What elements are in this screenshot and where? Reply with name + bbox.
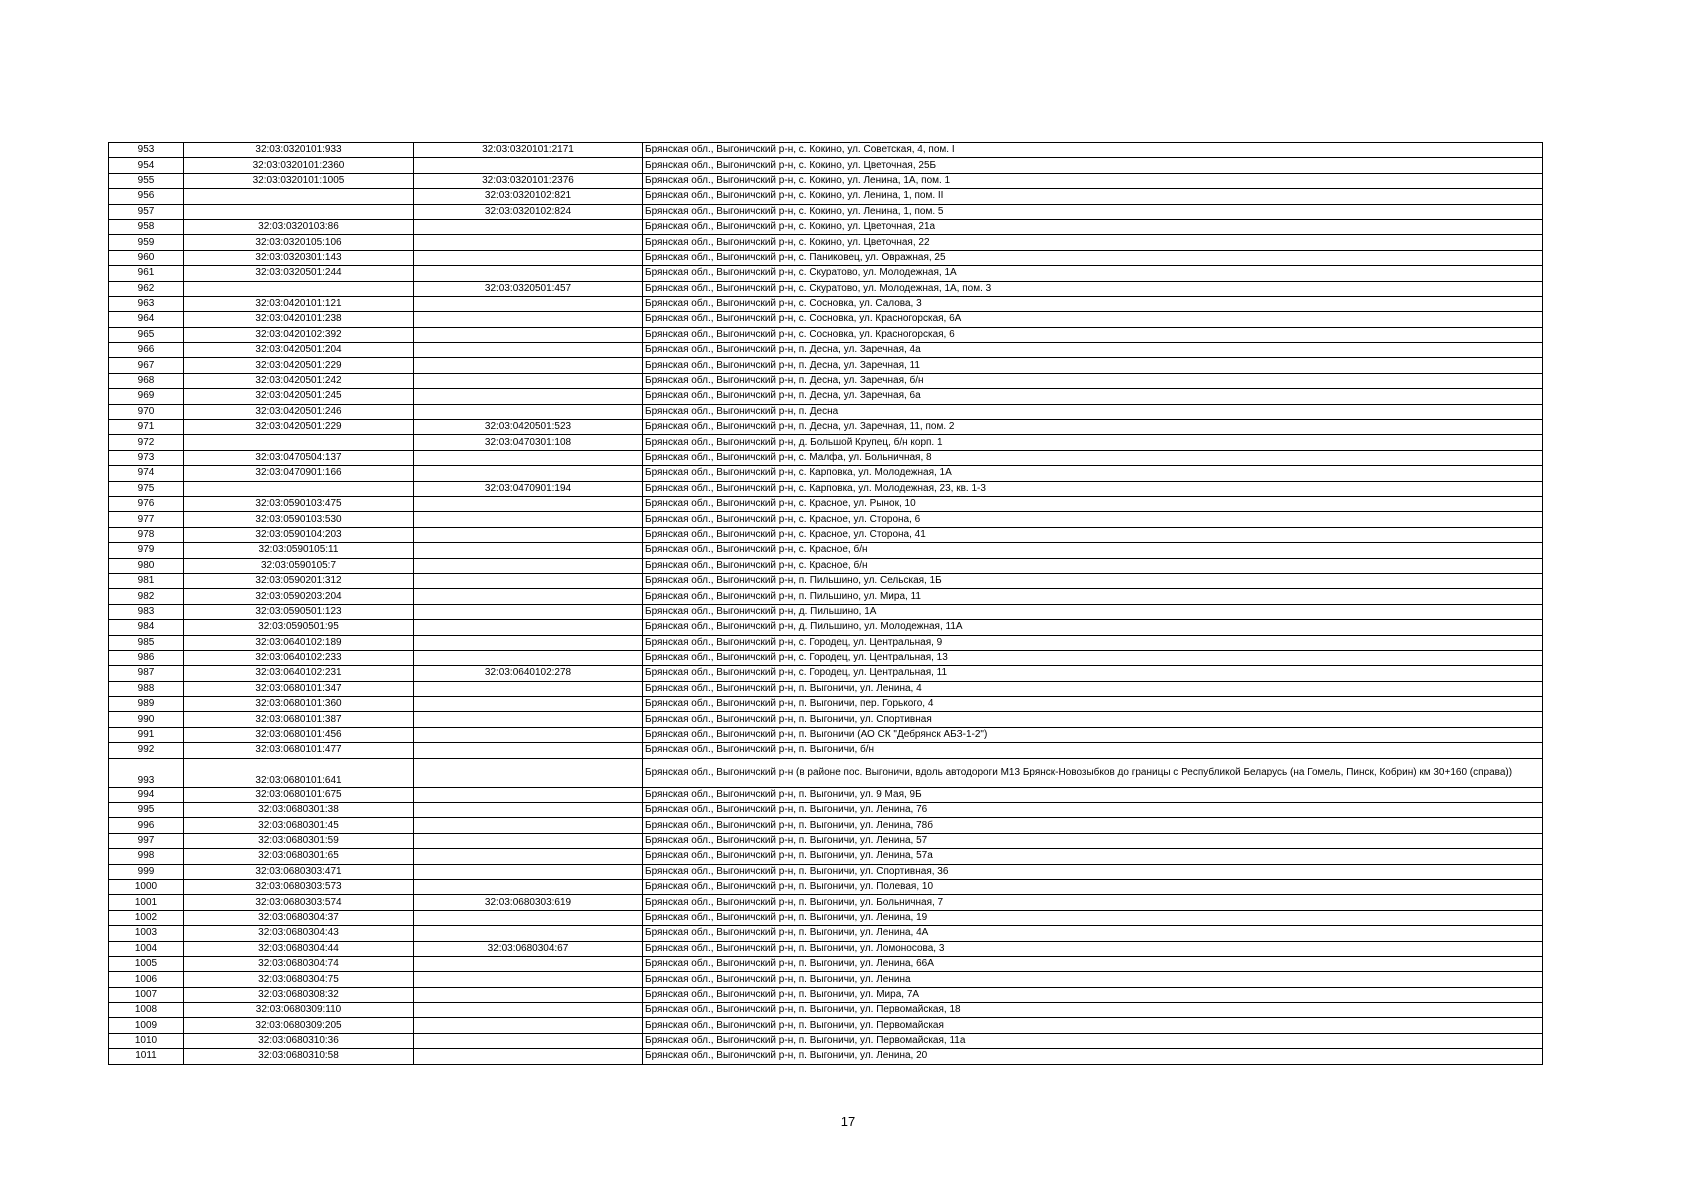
cadastral-number-cell: 32:03:0420101:238 xyxy=(184,312,414,327)
address-cell: Брянская обл., Выгоничский р-н, с. Карповка, ул. Молодежная, 1А xyxy=(643,466,1543,481)
related-cadastral-number-cell: 32:03:0640102:278 xyxy=(414,666,643,681)
page-number: 17 xyxy=(840,1114,856,1129)
cadastral-number-cell: 32:03:0590501:95 xyxy=(184,620,414,635)
table-row xyxy=(109,803,1543,818)
address-cell: Брянская обл., Выгоничский р-н, с. Кокино, ул. Цветочная, 21а xyxy=(643,219,1543,234)
cadastral-number-cell: 32:03:0680101:347 xyxy=(184,681,414,696)
address-cell: Брянская обл., Выгоничский р-н, п. Выгоничи, ул. Первомайская, 18 xyxy=(643,1003,1543,1018)
cadastral-number-cell: 32:03:0320501:244 xyxy=(184,266,414,281)
cadastral-number-cell xyxy=(184,204,414,219)
address-cell: Брянская обл., Выгоничский р-н, с. Красное, ул. Рынок, 10 xyxy=(643,496,1543,511)
related-cadastral-number-cell xyxy=(414,158,643,173)
address-cell: Брянская обл., Выгоничский р-н, с. Скуратово, ул. Молодежная, 1А, пом. 3 xyxy=(643,281,1543,296)
row-number-cell: 1003 xyxy=(109,926,184,941)
cadastral-number-cell: 32:03:0680301:45 xyxy=(184,818,414,833)
address-cell: Брянская обл., Выгоничский р-н, п. Десна, ул. Заречная, 6а xyxy=(643,389,1543,404)
table-row xyxy=(109,558,1543,573)
address-cell: Брянская обл., Выгоничский р-н, с. Кокино, ул. Цветочная, 22 xyxy=(643,235,1543,250)
related-cadastral-number-cell xyxy=(414,620,643,635)
related-cadastral-number-cell xyxy=(414,312,643,327)
address-cell: Брянская обл., Выгоничский р-н, п. Выгоничи, ул. Ломоносова, 3 xyxy=(643,941,1543,956)
row-number-cell: 968 xyxy=(109,373,184,388)
related-cadastral-number-cell xyxy=(414,358,643,373)
address-cell: Брянская обл., Выгоничский р-н, с. Кокино, ул. Советская, 4, пом. I xyxy=(643,143,1543,158)
row-number-cell: 1006 xyxy=(109,972,184,987)
row-number-cell: 964 xyxy=(109,312,184,327)
related-cadastral-number-cell xyxy=(414,573,643,588)
cadastral-number-cell: 32:03:0680308:32 xyxy=(184,987,414,1002)
table-row xyxy=(109,543,1543,558)
related-cadastral-number-cell xyxy=(414,558,643,573)
table-row xyxy=(109,1003,1543,1018)
related-cadastral-number-cell xyxy=(414,849,643,864)
address-cell: Брянская обл., Выгоничский р-н, п. Десна, ул. Заречная, 11, пом. 2 xyxy=(643,420,1543,435)
row-number-cell: 953 xyxy=(109,143,184,158)
table-row xyxy=(109,1033,1543,1048)
row-number-cell: 970 xyxy=(109,404,184,419)
row-number-cell: 957 xyxy=(109,204,184,219)
row-number-cell: 1005 xyxy=(109,956,184,971)
property-registry-table xyxy=(108,142,1543,1065)
related-cadastral-number-cell xyxy=(414,512,643,527)
row-number-cell: 963 xyxy=(109,296,184,311)
related-cadastral-number-cell xyxy=(414,327,643,342)
address-cell: Брянская обл., Выгоничский р-н, п. Выгоничи, ул. Ленина, 57а xyxy=(643,849,1543,864)
registry-body xyxy=(109,143,1543,1065)
table-row xyxy=(109,864,1543,879)
row-number-cell: 990 xyxy=(109,712,184,727)
row-number-cell: 973 xyxy=(109,450,184,465)
table-row xyxy=(109,743,1543,758)
row-number-cell: 958 xyxy=(109,219,184,234)
related-cadastral-number-cell xyxy=(414,758,643,787)
table-row xyxy=(109,697,1543,712)
cadastral-number-cell: 32:03:0680101:675 xyxy=(184,787,414,802)
table-row xyxy=(109,435,1543,450)
related-cadastral-number-cell xyxy=(414,1018,643,1033)
related-cadastral-number-cell xyxy=(414,697,643,712)
cadastral-number-cell: 32:03:0680303:573 xyxy=(184,879,414,894)
table-row xyxy=(109,189,1543,204)
cadastral-number-cell: 32:03:0680101:360 xyxy=(184,697,414,712)
address-cell: Брянская обл., Выгоничский р-н, с. Городец, ул. Центральная, 11 xyxy=(643,666,1543,681)
row-number-cell: 1009 xyxy=(109,1018,184,1033)
row-number-cell: 999 xyxy=(109,864,184,879)
address-cell: Брянская обл., Выгоничский р-н, п. Выгоничи, ул. Ленина, 19 xyxy=(643,910,1543,925)
cadastral-number-cell xyxy=(184,481,414,496)
cadastral-number-cell: 32:03:0680101:477 xyxy=(184,743,414,758)
address-cell: Брянская обл., Выгоничский р-н, п. Десна, ул. Заречная, 11 xyxy=(643,358,1543,373)
related-cadastral-number-cell xyxy=(414,1033,643,1048)
related-cadastral-number-cell xyxy=(414,833,643,848)
address-cell: Брянская обл., Выгоничский р-н, п. Выгоничи, ул. Ленина, 78б xyxy=(643,818,1543,833)
cadastral-number-cell: 32:03:0680304:74 xyxy=(184,956,414,971)
address-cell: Брянская обл., Выгоничский р-н, п. Выгоничи, ул. Спортивная xyxy=(643,712,1543,727)
row-number-cell: 1000 xyxy=(109,879,184,894)
cadastral-number-cell: 32:03:0420501:204 xyxy=(184,343,414,358)
address-cell: Брянская обл., Выгоничский р-н, п. Выгоничи, ул. Полевая, 10 xyxy=(643,879,1543,894)
address-cell: Брянская обл., Выгоничский р-н, с. Паниковец, ул. Овражная, 25 xyxy=(643,250,1543,265)
related-cadastral-number-cell xyxy=(414,910,643,925)
address-cell: Брянская обл., Выгоничский р-н, п. Выгоничи, ул. Ленина, 66А xyxy=(643,956,1543,971)
address-cell: Брянская обл., Выгоничский р-н, с. Карповка, ул. Молодежная, 23, кв. 1-3 xyxy=(643,481,1543,496)
table-row xyxy=(109,758,1543,787)
address-cell: Брянская обл., Выгоничский р-н, с. Сосновка, ул. Красногорская, 6А xyxy=(643,312,1543,327)
row-number-cell: 978 xyxy=(109,527,184,542)
cadastral-number-cell: 32:03:0680309:205 xyxy=(184,1018,414,1033)
related-cadastral-number-cell: 32:03:0680303:619 xyxy=(414,895,643,910)
related-cadastral-number-cell xyxy=(414,987,643,1002)
related-cadastral-number-cell xyxy=(414,712,643,727)
row-number-cell: 965 xyxy=(109,327,184,342)
cadastral-number-cell: 32:03:0590104:203 xyxy=(184,527,414,542)
address-cell: Брянская обл., Выгоничский р-н, п. Выгоничи, ул. Ленина, 4А xyxy=(643,926,1543,941)
address-cell: Брянская обл., Выгоничский р-н, д. Пильшино, ул. Молодежная, 11А xyxy=(643,620,1543,635)
cadastral-number-cell: 32:03:0680304:37 xyxy=(184,910,414,925)
cadastral-number-cell: 32:03:0680101:387 xyxy=(184,712,414,727)
table-row xyxy=(109,327,1543,342)
table-row xyxy=(109,941,1543,956)
related-cadastral-number-cell: 32:03:0470901:194 xyxy=(414,481,643,496)
related-cadastral-number-cell xyxy=(414,972,643,987)
related-cadastral-number-cell: 32:03:0320501:457 xyxy=(414,281,643,296)
cadastral-number-cell: 32:03:0640102:189 xyxy=(184,635,414,650)
table-row xyxy=(109,496,1543,511)
address-cell: Брянская обл., Выгоничский р-н, с. Городец, ул. Центральная, 9 xyxy=(643,635,1543,650)
address-cell: Брянская обл., Выгоничский р-н, п. Выгоничи, ул. Первомайская xyxy=(643,1018,1543,1033)
row-number-cell: 1002 xyxy=(109,910,184,925)
row-number-cell: 977 xyxy=(109,512,184,527)
address-cell: Брянская обл., Выгоничский р-н, п. Выгоничи, пер. Горького, 4 xyxy=(643,697,1543,712)
table-row xyxy=(109,926,1543,941)
table-row xyxy=(109,296,1543,311)
related-cadastral-number-cell xyxy=(414,250,643,265)
row-number-cell: 971 xyxy=(109,420,184,435)
related-cadastral-number-cell xyxy=(414,864,643,879)
table-row xyxy=(109,787,1543,802)
address-cell: Брянская обл., Выгоничский р-н, с. Красное, ул. Сторона, 41 xyxy=(643,527,1543,542)
cadastral-number-cell: 32:03:0590203:204 xyxy=(184,589,414,604)
row-number-cell: 1007 xyxy=(109,987,184,1002)
cadastral-number-cell: 32:03:0680304:44 xyxy=(184,941,414,956)
cadastral-number-cell: 32:03:0420501:229 xyxy=(184,420,414,435)
cadastral-number-cell: 32:03:0680301:38 xyxy=(184,803,414,818)
cadastral-number-cell: 32:03:0680304:75 xyxy=(184,972,414,987)
table-row xyxy=(109,1049,1543,1064)
address-cell: Брянская обл., Выгоничский р-н, п. Выгоничи, ул. Ленина, 76 xyxy=(643,803,1543,818)
related-cadastral-number-cell xyxy=(414,404,643,419)
table-row xyxy=(109,235,1543,250)
row-number-cell: 998 xyxy=(109,849,184,864)
table-row xyxy=(109,173,1543,188)
cadastral-number-cell: 32:03:0680310:36 xyxy=(184,1033,414,1048)
cadastral-number-cell: 32:03:0680301:65 xyxy=(184,849,414,864)
table-row xyxy=(109,635,1543,650)
cadastral-number-cell: 32:03:0590201:312 xyxy=(184,573,414,588)
address-cell: Брянская обл., Выгоничский р-н, д. Пильшино, 1А xyxy=(643,604,1543,619)
related-cadastral-number-cell xyxy=(414,266,643,281)
table-row xyxy=(109,818,1543,833)
related-cadastral-number-cell: 32:03:0680304:67 xyxy=(414,941,643,956)
row-number-cell: 993 xyxy=(109,758,184,787)
cadastral-number-cell: 32:03:0320101:1005 xyxy=(184,173,414,188)
row-number-cell: 959 xyxy=(109,235,184,250)
address-cell: Брянская обл., Выгоничский р-н, п. Пильшино, ул. Сельская, 1Б xyxy=(643,573,1543,588)
cadastral-number-cell xyxy=(184,189,414,204)
row-number-cell: 991 xyxy=(109,727,184,742)
related-cadastral-number-cell xyxy=(414,787,643,802)
related-cadastral-number-cell xyxy=(414,635,643,650)
related-cadastral-number-cell xyxy=(414,681,643,696)
address-cell: Брянская обл., Выгоничский р-н, п. Десна, ул. Заречная, 4а xyxy=(643,343,1543,358)
row-number-cell: 986 xyxy=(109,650,184,665)
table-row xyxy=(109,358,1543,373)
address-cell: Брянская обл., Выгоничский р-н, п. Выгоничи, ул. Ленина xyxy=(643,972,1543,987)
row-number-cell: 980 xyxy=(109,558,184,573)
related-cadastral-number-cell: 32:03:0470301:108 xyxy=(414,435,643,450)
address-cell: Брянская обл., Выгоничский р-н (в районе пос. Выгоничи, вдоль автодороги М13 Брянск-Новозыбков до границы с Республикой Беларусь (на Гомель, Пинск, Кобрин) км 30+160 (справа)) xyxy=(643,758,1543,787)
table-row xyxy=(109,650,1543,665)
row-number-cell: 961 xyxy=(109,266,184,281)
table-row xyxy=(109,250,1543,265)
table-row xyxy=(109,266,1543,281)
table-row xyxy=(109,1018,1543,1033)
row-number-cell: 988 xyxy=(109,681,184,696)
related-cadastral-number-cell: 32:03:0320102:824 xyxy=(414,204,643,219)
related-cadastral-number-cell xyxy=(414,543,643,558)
table-row xyxy=(109,512,1543,527)
address-cell: Брянская обл., Выгоничский р-н, с. Кокино, ул. Ленина, 1А, пом. 1 xyxy=(643,173,1543,188)
related-cadastral-number-cell xyxy=(414,727,643,742)
cadastral-number-cell: 32:03:0640102:233 xyxy=(184,650,414,665)
row-number-cell: 995 xyxy=(109,803,184,818)
address-cell: Брянская обл., Выгоничский р-н, п. Десна xyxy=(643,404,1543,419)
related-cadastral-number-cell xyxy=(414,450,643,465)
related-cadastral-number-cell xyxy=(414,235,643,250)
related-cadastral-number-cell: 32:03:0320101:2171 xyxy=(414,143,643,158)
address-cell: Брянская обл., Выгоничский р-н, с. Кокино, ул. Ленина, 1, пом. 5 xyxy=(643,204,1543,219)
row-number-cell: 983 xyxy=(109,604,184,619)
row-number-cell: 955 xyxy=(109,173,184,188)
related-cadastral-number-cell xyxy=(414,296,643,311)
cadastral-number-cell: 32:03:0420102:392 xyxy=(184,327,414,342)
related-cadastral-number-cell xyxy=(414,527,643,542)
table-row xyxy=(109,681,1543,696)
row-number-cell: 985 xyxy=(109,635,184,650)
row-number-cell: 954 xyxy=(109,158,184,173)
address-cell: Брянская обл., Выгоничский р-н, п. Выгоничи, ул. Ленина, 57 xyxy=(643,833,1543,848)
cadastral-number-cell: 32:03:0680310:58 xyxy=(184,1049,414,1064)
address-cell: Брянская обл., Выгоничский р-н, п. Выгоничи, ул. Больничная, 7 xyxy=(643,895,1543,910)
cadastral-number-cell: 32:03:0420501:229 xyxy=(184,358,414,373)
table-row xyxy=(109,589,1543,604)
row-number-cell: 975 xyxy=(109,481,184,496)
address-cell: Брянская обл., Выгоничский р-н, п. Выгоничи (АО СК "Дебрянск АБЗ-1-2") xyxy=(643,727,1543,742)
table-row xyxy=(109,343,1543,358)
cadastral-number-cell: 32:03:0680101:641 xyxy=(184,758,414,787)
cadastral-number-cell: 32:03:0320101:933 xyxy=(184,143,414,158)
row-number-cell: 976 xyxy=(109,496,184,511)
cadastral-number-cell: 32:03:0590105:7 xyxy=(184,558,414,573)
row-number-cell: 994 xyxy=(109,787,184,802)
cadastral-number-cell: 32:03:0590501:123 xyxy=(184,604,414,619)
row-number-cell: 972 xyxy=(109,435,184,450)
address-cell: Брянская обл., Выгоничский р-н, п. Пильшино, ул. Мира, 11 xyxy=(643,589,1543,604)
address-cell: Брянская обл., Выгоничский р-н, с. Городец, ул. Центральная, 13 xyxy=(643,650,1543,665)
table-row xyxy=(109,420,1543,435)
cadastral-number-cell: 32:03:0590105:11 xyxy=(184,543,414,558)
table-row xyxy=(109,312,1543,327)
table-row xyxy=(109,833,1543,848)
address-cell: Брянская обл., Выгоничский р-н, с. Кокино, ул. Ленина, 1, пом. II xyxy=(643,189,1543,204)
address-cell: Брянская обл., Выгоничский р-н, п. Выгоничи, ул. Мира, 7А xyxy=(643,987,1543,1002)
row-number-cell: 989 xyxy=(109,697,184,712)
table-row xyxy=(109,573,1543,588)
cadastral-number-cell: 32:03:0470504:137 xyxy=(184,450,414,465)
table-row xyxy=(109,389,1543,404)
address-cell: Брянская обл., Выгоничский р-н, с. Кокино, ул. Цветочная, 25Б xyxy=(643,158,1543,173)
table-row xyxy=(109,450,1543,465)
table-row xyxy=(109,712,1543,727)
row-number-cell: 984 xyxy=(109,620,184,635)
row-number-cell: 979 xyxy=(109,543,184,558)
address-cell: Брянская обл., Выгоничский р-н, п. Выгоничи, ул. Ленина, 4 xyxy=(643,681,1543,696)
row-number-cell: 981 xyxy=(109,573,184,588)
related-cadastral-number-cell: 32:03:0320101:2376 xyxy=(414,173,643,188)
cadastral-number-cell: 32:03:0680303:574 xyxy=(184,895,414,910)
related-cadastral-number-cell xyxy=(414,803,643,818)
row-number-cell: 1011 xyxy=(109,1049,184,1064)
cadastral-number-cell: 32:03:0680301:59 xyxy=(184,833,414,848)
table-row xyxy=(109,219,1543,234)
related-cadastral-number-cell: 32:03:0320102:821 xyxy=(414,189,643,204)
cadastral-number-cell: 32:03:0680304:43 xyxy=(184,926,414,941)
table-row xyxy=(109,849,1543,864)
related-cadastral-number-cell xyxy=(414,373,643,388)
related-cadastral-number-cell xyxy=(414,1003,643,1018)
related-cadastral-number-cell xyxy=(414,926,643,941)
related-cadastral-number-cell xyxy=(414,1049,643,1064)
cadastral-number-cell: 32:03:0320301:143 xyxy=(184,250,414,265)
related-cadastral-number-cell xyxy=(414,956,643,971)
related-cadastral-number-cell xyxy=(414,650,643,665)
table-row xyxy=(109,910,1543,925)
table-row xyxy=(109,879,1543,894)
row-number-cell: 960 xyxy=(109,250,184,265)
cadastral-number-cell: 32:03:0320103:86 xyxy=(184,219,414,234)
related-cadastral-number-cell xyxy=(414,343,643,358)
table-row xyxy=(109,727,1543,742)
related-cadastral-number-cell xyxy=(414,818,643,833)
table-row xyxy=(109,666,1543,681)
table-row xyxy=(109,204,1543,219)
related-cadastral-number-cell: 32:03:0420501:523 xyxy=(414,420,643,435)
related-cadastral-number-cell xyxy=(414,219,643,234)
row-number-cell: 962 xyxy=(109,281,184,296)
related-cadastral-number-cell xyxy=(414,466,643,481)
row-number-cell: 1008 xyxy=(109,1003,184,1018)
cadastral-number-cell: 32:03:0680303:471 xyxy=(184,864,414,879)
row-number-cell: 997 xyxy=(109,833,184,848)
row-number-cell: 966 xyxy=(109,343,184,358)
cadastral-number-cell: 32:03:0420501:245 xyxy=(184,389,414,404)
cadastral-number-cell xyxy=(184,281,414,296)
table-row xyxy=(109,620,1543,635)
cadastral-number-cell: 32:03:0680309:110 xyxy=(184,1003,414,1018)
row-number-cell: 982 xyxy=(109,589,184,604)
address-cell: Брянская обл., Выгоничский р-н, п. Выгоничи, ул. 9 Мая, 9Б xyxy=(643,787,1543,802)
address-cell: Брянская обл., Выгоничский р-н, с. Малфа, ул. Больничная, 8 xyxy=(643,450,1543,465)
row-number-cell: 969 xyxy=(109,389,184,404)
table-row xyxy=(109,604,1543,619)
cadastral-number-cell: 32:03:0640102:231 xyxy=(184,666,414,681)
table-row xyxy=(109,466,1543,481)
address-cell: Брянская обл., Выгоничский р-н, п. Выгоничи, ул. Первомайская, 11а xyxy=(643,1033,1543,1048)
row-number-cell: 1001 xyxy=(109,895,184,910)
table-row xyxy=(109,987,1543,1002)
table-row xyxy=(109,281,1543,296)
row-number-cell: 967 xyxy=(109,358,184,373)
related-cadastral-number-cell xyxy=(414,589,643,604)
table-row xyxy=(109,895,1543,910)
address-cell: Брянская обл., Выгоничский р-н, п. Выгоничи, ул. Ленина, 20 xyxy=(643,1049,1543,1064)
row-number-cell: 956 xyxy=(109,189,184,204)
address-cell: Брянская обл., Выгоничский р-н, п. Выгоничи, ул. Спортивная, 36 xyxy=(643,864,1543,879)
cadastral-number-cell: 32:03:0680101:456 xyxy=(184,727,414,742)
address-cell: Брянская обл., Выгоничский р-н, д. Большой Крупец, б/н корп. 1 xyxy=(643,435,1543,450)
related-cadastral-number-cell xyxy=(414,604,643,619)
address-cell: Брянская обл., Выгоничский р-н, с. Красное, б/н xyxy=(643,558,1543,573)
cadastral-number-cell: 32:03:0470901:166 xyxy=(184,466,414,481)
address-cell: Брянская обл., Выгоничский р-н, п. Десна, ул. Заречная, б/н xyxy=(643,373,1543,388)
related-cadastral-number-cell xyxy=(414,389,643,404)
address-cell: Брянская обл., Выгоничский р-н, с. Красное, ул. Сторона, 6 xyxy=(643,512,1543,527)
table-row xyxy=(109,158,1543,173)
row-number-cell: 974 xyxy=(109,466,184,481)
address-cell: Брянская обл., Выгоничский р-н, с. Красное, б/н xyxy=(643,543,1543,558)
row-number-cell: 1010 xyxy=(109,1033,184,1048)
cadastral-number-cell: 32:03:0420501:242 xyxy=(184,373,414,388)
related-cadastral-number-cell xyxy=(414,496,643,511)
cadastral-number-cell: 32:03:0420501:246 xyxy=(184,404,414,419)
cadastral-number-cell xyxy=(184,435,414,450)
address-cell: Брянская обл., Выгоничский р-н, с. Сосновка, ул. Красногорская, 6 xyxy=(643,327,1543,342)
row-number-cell: 996 xyxy=(109,818,184,833)
row-number-cell: 992 xyxy=(109,743,184,758)
table-row xyxy=(109,404,1543,419)
row-number-cell: 1004 xyxy=(109,941,184,956)
row-number-cell: 987 xyxy=(109,666,184,681)
address-cell: Брянская обл., Выгоничский р-н, с. Сосновка, ул. Салова, 3 xyxy=(643,296,1543,311)
table-row xyxy=(109,143,1543,158)
table-row xyxy=(109,956,1543,971)
cadastral-number-cell: 32:03:0320101:2360 xyxy=(184,158,414,173)
table-row xyxy=(109,373,1543,388)
table-row xyxy=(109,481,1543,496)
cadastral-number-cell: 32:03:0590103:530 xyxy=(184,512,414,527)
table-row xyxy=(109,972,1543,987)
cadastral-number-cell: 32:03:0590103:475 xyxy=(184,496,414,511)
cadastral-number-cell: 32:03:0320105:106 xyxy=(184,235,414,250)
related-cadastral-number-cell xyxy=(414,743,643,758)
table-row xyxy=(109,527,1543,542)
address-cell: Брянская обл., Выгоничский р-н, п. Выгоничи, б/н xyxy=(643,743,1543,758)
address-cell: Брянская обл., Выгоничский р-н, с. Скуратово, ул. Молодежная, 1А xyxy=(643,266,1543,281)
related-cadastral-number-cell xyxy=(414,879,643,894)
cadastral-number-cell: 32:03:0420101:121 xyxy=(184,296,414,311)
